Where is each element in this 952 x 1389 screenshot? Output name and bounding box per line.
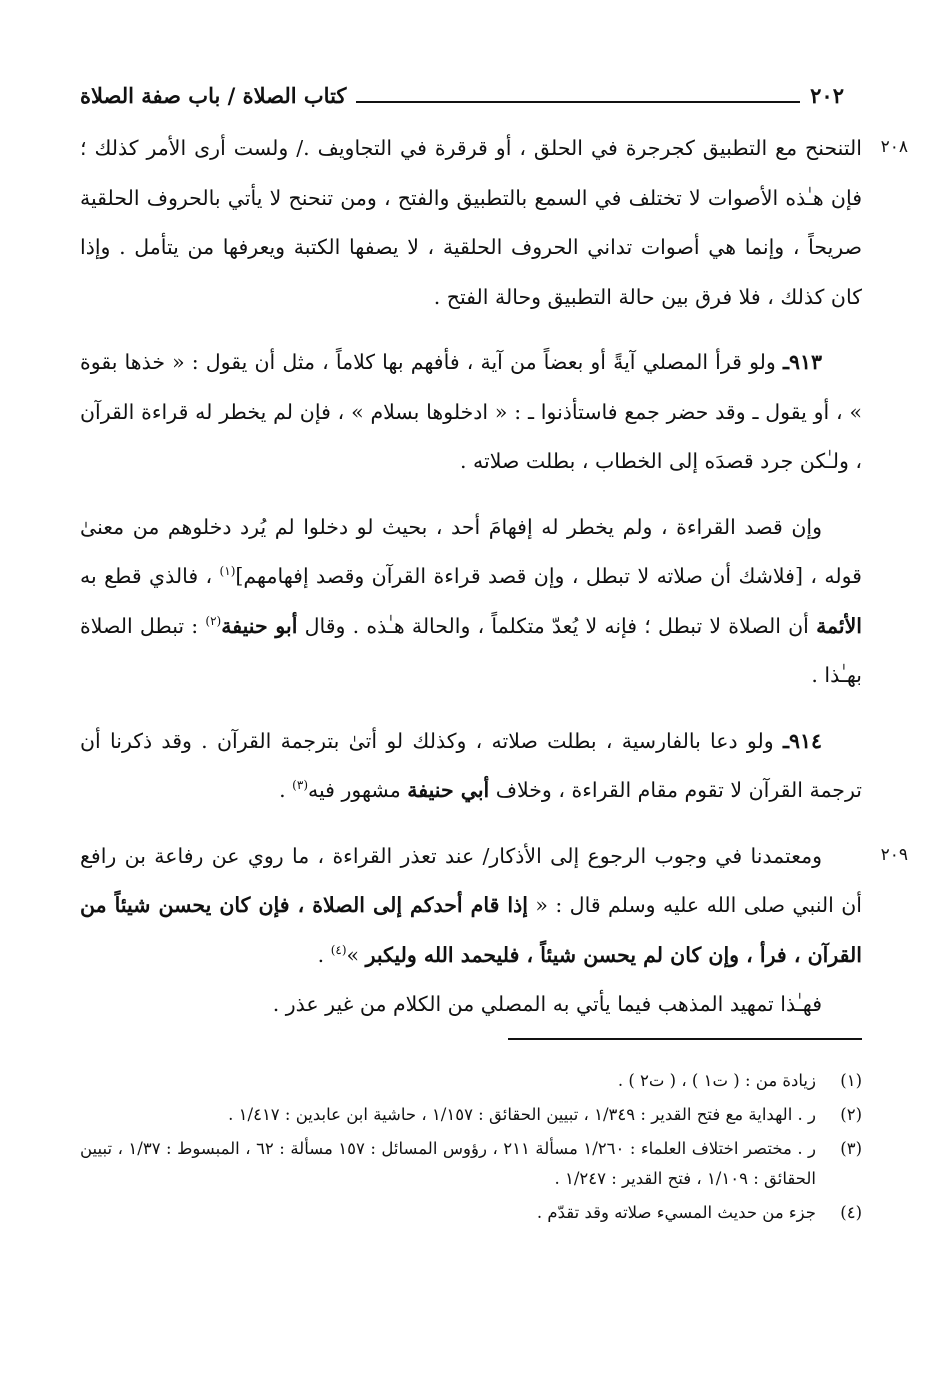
footnote-2 [80, 1100, 862, 1130]
footnote-1 [80, 1066, 862, 1096]
paragraph-5-text-a: ومعتمدنا في وجوب الرجوع إلى الأذكار/ عند تعذر القراءة ، ما روي عن رفاعة بن رافع أن النبي صلى الله عليه وسلم قال : « [80, 843, 863, 917]
bold-term-aimma: الأئمة [816, 613, 862, 638]
paragraph-914-text-c: . [279, 778, 293, 802]
paragraph-914 [80, 717, 862, 816]
footnote-text: جزء من حديث المسيء صلاته وقد تقدّم . [536, 1203, 816, 1222]
footnote-ref-2: (٢) [205, 613, 222, 628]
paragraph-5 [80, 832, 862, 981]
footnote-number: (١) [840, 1071, 862, 1090]
paragraph-6: فهـٰذا تمهيد المذهب فيما يأتي به المصلي من الكلام من غير عذر . [272, 992, 822, 1016]
paragraph-5-text-c: . [317, 942, 331, 967]
footnote-number: (٣) [840, 1139, 862, 1158]
paragraph-913 [80, 338, 862, 487]
footnote-ref-4: (٤) [330, 942, 347, 957]
running-header [80, 78, 844, 112]
issue-number-914: ٩١٤ـ [782, 728, 822, 753]
paragraph-3-text-a: وإن قصد القراءة ، ولم يخطر له إفهامَ أحد ، بحيث لو دخلوا لم يُرد دخلوهم من معنىٰ قوله ، [فلاشك أن صلاته لا تبطل ، وإن قصد قراءة القرآن وقصد إفهامهم] [80, 514, 862, 588]
footnote-4 [80, 1198, 862, 1228]
header-rule [356, 87, 800, 103]
paragraph-3-text-c: أن الصلاة لا تبطل ؛ فإنه لا يُعدّ متكلماً ، والحالة هـٰذه . وقال [297, 613, 817, 638]
bold-name-abu-hanifa: أبو حنيفة [221, 613, 298, 638]
main-text [80, 124, 862, 1030]
paragraph-1: التنحنح مع التطبيق كجرجرة في الحلق ، أو قرقرة في التجاويف ./ ولست أرى الأمر كذلك ؛ فإن هـٰذه الأصوات لا تختلف في السمع بالتطبيق والفتح ، ومن تنحنح لا يأتي بالحروف الحلقية صريحاً ، وإنما هي أصوات تداني الحروف الحلقية ، لا يصفها الكتبة ويعرفها من يتأمل . وإذا كان كذلك ، فلا فرق بين حالة التطبيق وحالة الفتح . [80, 136, 862, 309]
chapter-title: كتاب الصلاة / باب صفة الصلاة [80, 82, 347, 108]
footnote-number: (٤) [840, 1203, 862, 1222]
footnote-text: ر . الهداية مع فتح القدير : ١/٣٤٩ ، تبيين الحقائق : ١/١٥٧ ، حاشية ابن عابدين : ١/٤١٧ . [228, 1105, 816, 1124]
paragraph-914-text-b: مشهور فيه [308, 778, 408, 802]
paragraph-3-text-b: ، فالذي قطع به [80, 564, 220, 588]
margin-number-209: ٢٠٩ [880, 845, 908, 865]
bold-name-abi-hanifa: أبي حنيفة [407, 778, 490, 802]
margin-number-208: ٢٠٨ [880, 137, 908, 157]
paragraph-3-text-d: : تبطل الصلاة بهـٰذا . [80, 613, 862, 687]
paragraph-3 [80, 503, 862, 701]
footnote-separator [508, 1038, 862, 1040]
paragraph-914-text-a: ولو دعا بالفارسية ، بطلت صلاته ، وكذلك لو أتىٰ بترجمة القرآن . وقد ذكرنا أن ترجمة القرآن لا تقوم مقام القراءة ، وخلاف [80, 728, 862, 802]
hadith-quote: إذا قام أحدكم إلى الصلاة ، فإن كان يحسن شيئاً من القرآن ، فرأ ، وإن كان لم يحسن شيئاً ، فليحمد الله وليكبر [80, 893, 862, 967]
footnote-ref-3: (٣) [292, 778, 308, 793]
footnote-text: ر . مختصر اختلاف العلماء : ١/٢٦٠ مسألة ٢١١ ، رؤوس المسائل : ١٥٧ مسألة : ٦٢ ، المبسوط : ١/٣٧ ، تبيين الحقائق : ١/١٠٩ ، فتح القدير : ١/٢٤٧ . [80, 1139, 817, 1188]
footnote-number: (٢) [840, 1105, 862, 1124]
footnote-text: زيادة من : ( ت١ ) ، ( ت٢ ) . [617, 1071, 816, 1090]
footnotes [80, 1066, 862, 1232]
issue-number-913: ٩١٣ـ [782, 350, 822, 374]
paragraph-5-text-b: » [346, 942, 366, 967]
paragraph-913-text: ولو قرأ المصلي آيةً أو بعضاً من آية ، فأفهم بها كلاماً ، مثل أن يقول : « خذها بقوة » ، أو يقول ـ وقد حضر جمع فاستأذنوا ـ : « ادخلوها بسلام » ، فإن لم يخطر له قراءة القرآن ، ولـٰكن جرد قصدَه إلى الخطاب ، بطلت صلاته . [80, 350, 862, 473]
page-number: ٢٠٢ [810, 82, 844, 108]
footnote-3 [80, 1134, 862, 1194]
footnote-ref-1: (١) [219, 564, 236, 579]
